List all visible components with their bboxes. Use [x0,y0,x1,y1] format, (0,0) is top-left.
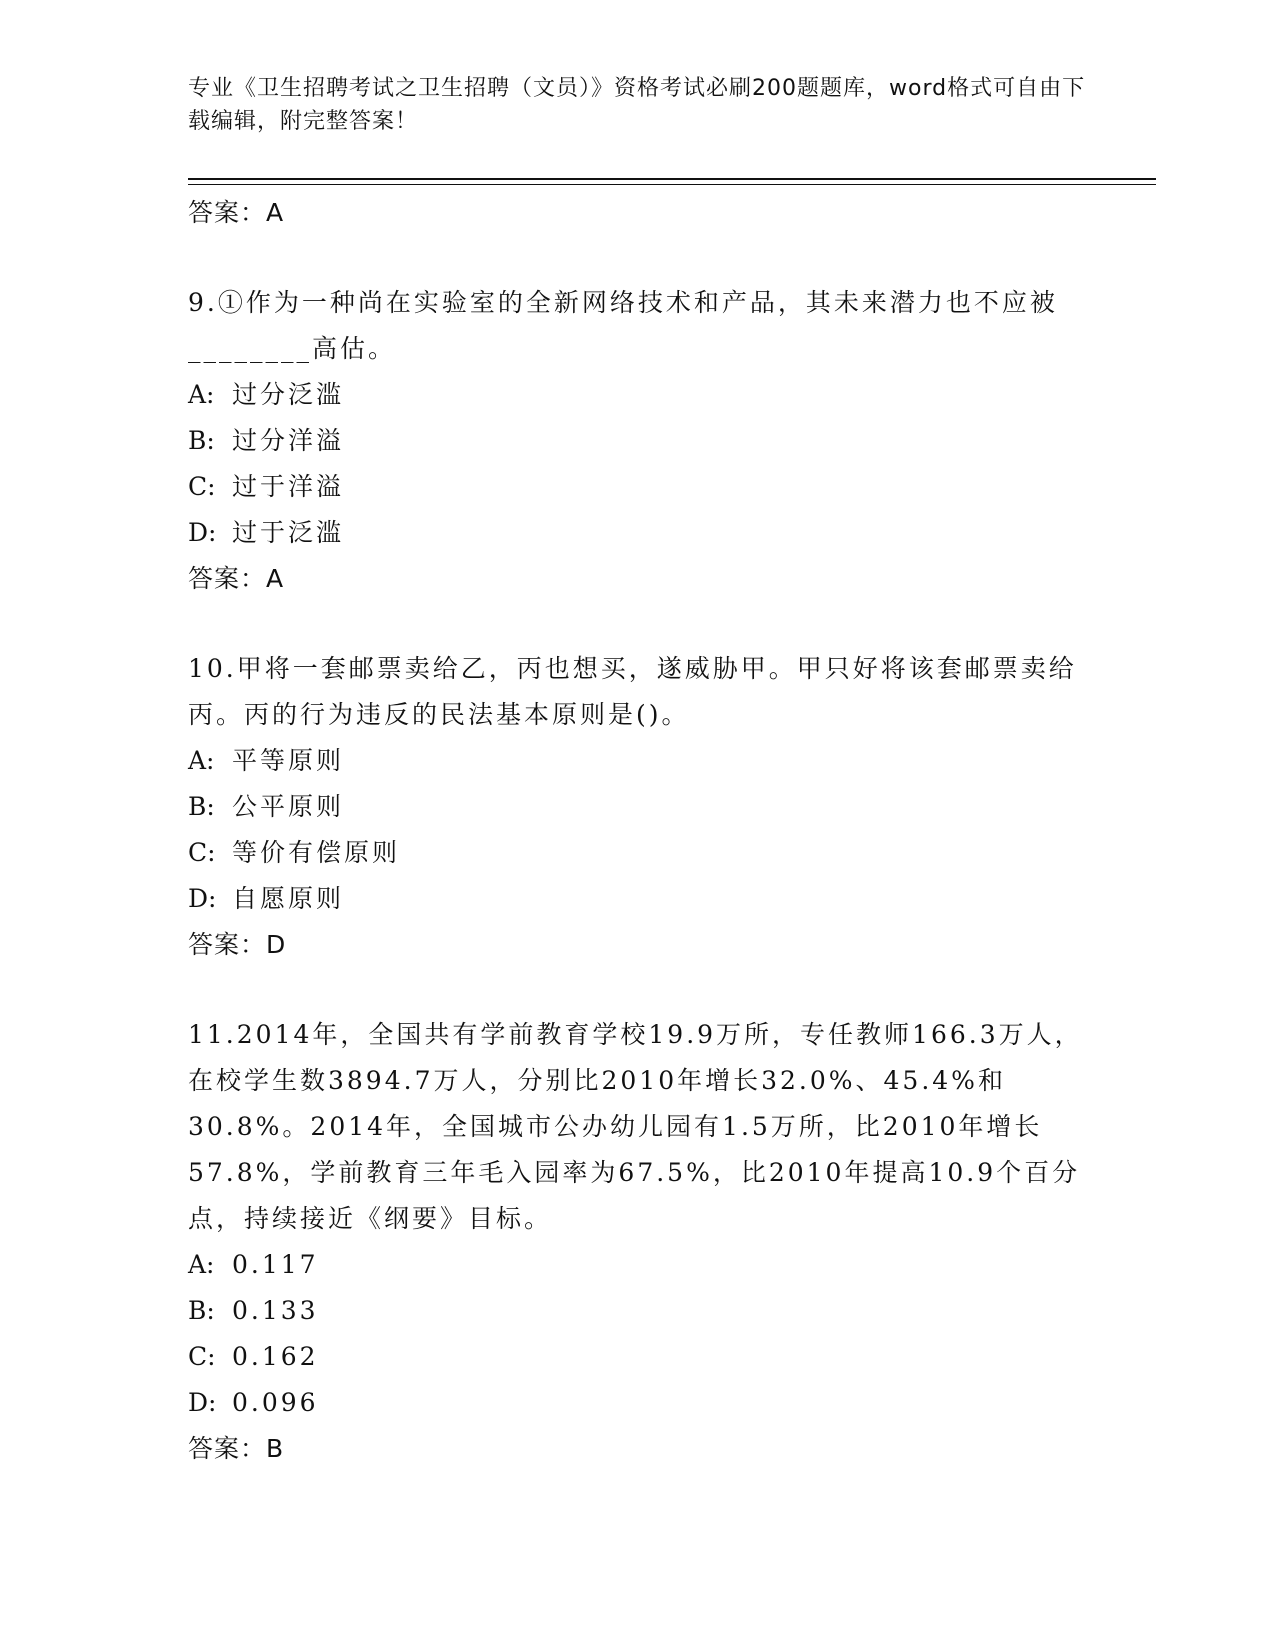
header-divider-thin [188,184,1156,185]
option-d [188,876,1088,922]
option-text: 0.117 [232,1250,319,1279]
option-text: 0.096 [232,1388,319,1417]
option-text: 公平原则 [232,792,345,821]
option-text: 过于洋溢 [232,472,345,501]
option-b [188,418,1088,464]
header-divider-thick [188,178,1156,180]
option-text: 0.133 [232,1296,319,1325]
question-text: 11.2014年，全国共有学前教育学校19.9万所，专任教师166.3万人，在校学生数3894.7万人，分别比2010年增长32.0%、45.4%和30.8%。2014年，全国城市公办幼儿园有1.5万所，比2010年增长57.8%，学前教育三年毛入园率为67.5%，比2010年提高10.9个百分点，持续接近《纲要》目标。 [188,1020,1083,1233]
option-c [188,1334,1088,1380]
option-letter: D: [188,1388,217,1417]
option-letter: D: [188,518,217,547]
option-letter: D: [188,884,217,913]
option-a [188,738,1088,784]
option-letter: C: [188,1342,216,1371]
option-text: 平等原则 [232,746,345,775]
option-d [188,1380,1088,1426]
option-text: 过于泛滥 [232,518,345,547]
option-letter: C: [188,838,216,867]
previous-question-answer: 答案：A [188,198,285,227]
question-text: 9.①作为一种尚在实验室的全新网络技术和产品，其未来潜力也不应被________高估。 [188,288,1058,363]
option-text: 过分洋溢 [232,426,345,455]
option-letter: B: [188,1296,215,1325]
question-block [188,1012,1088,1472]
option-b [188,1288,1088,1334]
option-c [188,464,1088,510]
option-text: 等价有偿原则 [232,838,401,867]
option-d [188,510,1088,556]
question-block [188,646,1088,968]
option-letter: B: [188,426,215,455]
option-a [188,1242,1088,1288]
option-text: 自愿原则 [232,884,345,913]
option-letter: A: [188,380,215,409]
option-text: 0.162 [232,1342,319,1371]
question-answer: 答案：A [188,564,285,593]
question-answer: 答案：B [188,1434,285,1463]
option-text: 过分泛滥 [232,380,345,409]
questions-content [188,190,1088,1472]
option-a [188,372,1088,418]
option-letter: C: [188,472,216,501]
question-block [188,280,1088,602]
option-b [188,784,1088,830]
question-answer: 答案：D [188,930,287,959]
option-letter: A: [188,746,215,775]
option-letter: B: [188,792,215,821]
question-text: 10.甲将一套邮票卖给乙，丙也想买，遂威胁甲。甲只好将该套邮票卖给丙。丙的行为违反的民法基本原则是()。 [188,654,1077,729]
option-c [188,830,1088,876]
document-header: 专业《卫生招聘考试之卫生招聘（文员）》资格考试必刷200题题库，word格式可自由下载编辑，附完整答案！ [188,76,1086,134]
option-letter: A: [188,1250,215,1279]
